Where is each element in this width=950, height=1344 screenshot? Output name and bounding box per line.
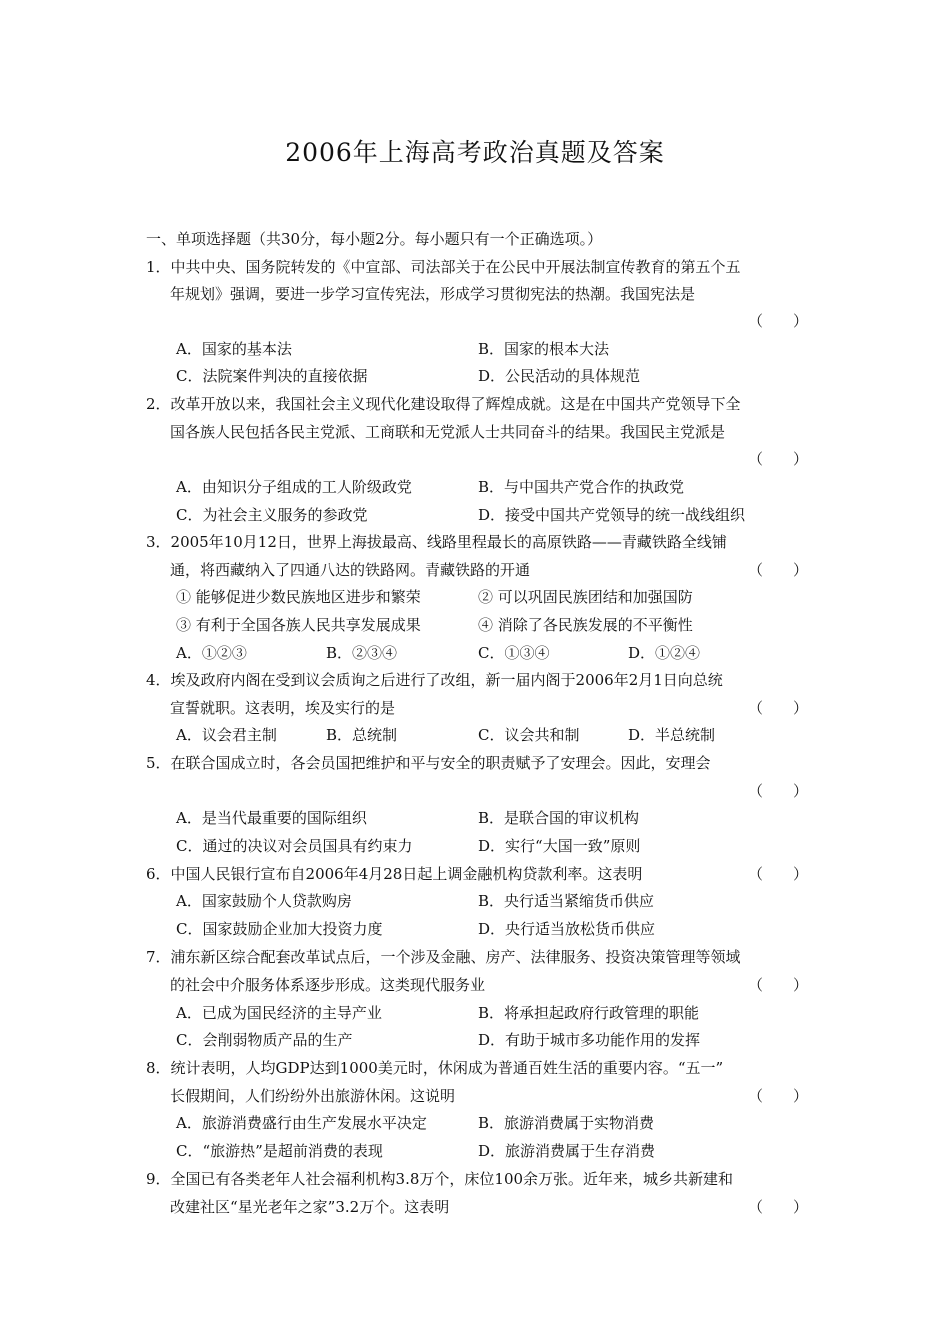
q6-answer-bracket: （ ） (748, 865, 809, 883)
q1-stem-line2: 年规划》强调，要进一步学习宣传宪法，形成学习贯彻宪法的热潮。我国宪法是 (170, 285, 696, 303)
q7-stem-line2: 的社会中介服务体系逐步形成。这类现代服务业 (170, 976, 486, 994)
page-title: 2006年上海高考政治真题及答案 (285, 138, 665, 167)
q3-statement-3: ③ 有利于全国各族人民共享发展成果 (176, 616, 421, 634)
q5-option-b: B．是联合国的审议机构 (478, 809, 640, 827)
q2-stem-line1: 2．改革开放以来，我国社会主义现代化建设取得了辉煌成就。这是在中国共产党领导下全 (146, 395, 741, 413)
q9-answer-bracket: （ ） (748, 1198, 809, 1216)
q4-stem-line1: 4．埃及政府内阁在受到议会质询之后进行了改组，新一届内阁于2006年2月1日向总统 (146, 671, 723, 689)
q2-answer-bracket: （ ） (748, 450, 809, 468)
q4-stem-line2: 宣誓就职。这表明，埃及实行的是 (170, 699, 396, 717)
q2-option-c: C．为社会主义服务的参政党 (176, 506, 368, 524)
q6-option-a: A．国家鼓励个人贷款购房 (176, 892, 352, 910)
q3-statement-1: ① 能够促进少数民族地区进步和繁荣 (176, 588, 421, 606)
q8-option-b: B．旅游消费属于实物消费 (478, 1114, 655, 1132)
q8-stem-line2: 长假期间，人们纷纷外出旅游休闲。这说明 (170, 1087, 456, 1105)
q1-option-a: A．国家的基本法 (176, 340, 292, 358)
q1-option-d: D．公民活动的具体规范 (478, 367, 641, 385)
q3-option-b: B．②③④ (326, 644, 398, 662)
q7-stem-line1: 7．浦东新区综合配套改革试点后，一个涉及金融、房产、法律服务、投资决策管理等领域 (146, 948, 741, 966)
q4-answer-bracket: （ ） (748, 699, 809, 717)
q7-answer-bracket: （ ） (748, 976, 809, 994)
q7-option-b: B．将承担起政府行政管理的职能 (478, 1004, 700, 1022)
q2-option-a: A．由知识分子组成的工人阶级政党 (176, 478, 412, 496)
q3-stem-line2: 通，将西藏纳入了四通八达的铁路网。青藏铁路的开通 (170, 561, 531, 579)
q6-option-c: C．国家鼓励企业加大投资力度 (176, 920, 383, 938)
q2-option-b: B．与中国共产党合作的执政党 (478, 478, 685, 496)
q8-option-a: A．旅游消费盛行由生产发展水平决定 (176, 1114, 427, 1132)
q4-option-b: B．总统制 (326, 726, 398, 744)
q9-stem-line2: 改建社区“星光老年之家”3.2万个。这表明 (170, 1198, 450, 1216)
q3-statement-4: ④ 消除了各民族发展的不平衡性 (478, 616, 693, 634)
section-heading: 一、单项选择题（共30分，每小题2分。每小题只有一个正确选项。） (146, 230, 603, 248)
q4-option-a: A．议会君主制 (176, 726, 277, 744)
q3-statement-2: ② 可以巩固民族团结和加强国防 (478, 588, 693, 606)
q2-option-d: D．接受中国共产党领导的统一战线组织 (478, 506, 746, 524)
q1-option-b: B．国家的根本大法 (478, 340, 610, 358)
q3-option-c: C．①③④ (478, 644, 550, 662)
q8-stem-line1: 8．统计表明，人均GDP达到1000美元时，休闲成为普通百姓生活的重要内容。“五一” (146, 1059, 724, 1077)
q7-option-a: A．已成为国民经济的主导产业 (176, 1004, 382, 1022)
q9-stem-line1: 9．全国已有各类老年人社会福利机构3.8万个，床位100余万张。近年来，城乡共新建和 (146, 1170, 734, 1188)
q1-stem-line1: 1．中共中央、国务院转发的《中宣部、司法部关于在公民中开展法制宣传教育的第五个五 (146, 258, 741, 276)
q8-answer-bracket: （ ） (748, 1087, 809, 1105)
q5-option-a: A．是当代最重要的国际组织 (176, 809, 367, 827)
q6-option-d: D．央行适当放松货币供应 (478, 920, 656, 938)
q7-option-c: C．会削弱物质产品的生产 (176, 1031, 353, 1049)
q5-answer-bracket: （ ） (748, 782, 809, 800)
q5-option-c: C．通过的决议对会员国具有约束力 (176, 837, 413, 855)
q3-stem-line1: 3．2005年10月12日，世界上海拔最高、线路里程最长的高原铁路——青藏铁路全线铺 (146, 533, 727, 551)
q6-option-b: B．央行适当紧缩货币供应 (478, 892, 655, 910)
q3-option-d: D．①②④ (628, 644, 701, 662)
q8-option-c: C．“旅游热”是超前消费的表现 (176, 1142, 383, 1160)
q4-option-c: C．议会共和制 (478, 726, 580, 744)
q3-option-a: A．①②③ (176, 644, 247, 662)
q1-answer-bracket: （ ） (748, 312, 809, 330)
q5-stem-line1: 5．在联合国成立时，各会员国把维护和平与安全的职责赋予了安理会。因此，安理会 (146, 754, 711, 772)
q8-option-d: D．旅游消费属于生存消费 (478, 1142, 656, 1160)
q4-option-d: D．半总统制 (628, 726, 716, 744)
q5-option-d: D．实行“大国一致”原则 (478, 837, 641, 855)
q6-stem-line1: 6．中国人民银行宣布自2006年4月28日起上调金融机构贷款利率。这表明 (146, 865, 643, 883)
q2-stem-line2: 国各族人民包括各民主党派、工商联和无党派人士共同奋斗的结果。我国民主党派是 (170, 423, 726, 441)
q3-answer-bracket: （ ） (748, 561, 809, 579)
q7-option-d: D．有助于城市多功能作用的发挥 (478, 1031, 701, 1049)
q1-option-c: C．法院案件判决的直接依据 (176, 367, 368, 385)
